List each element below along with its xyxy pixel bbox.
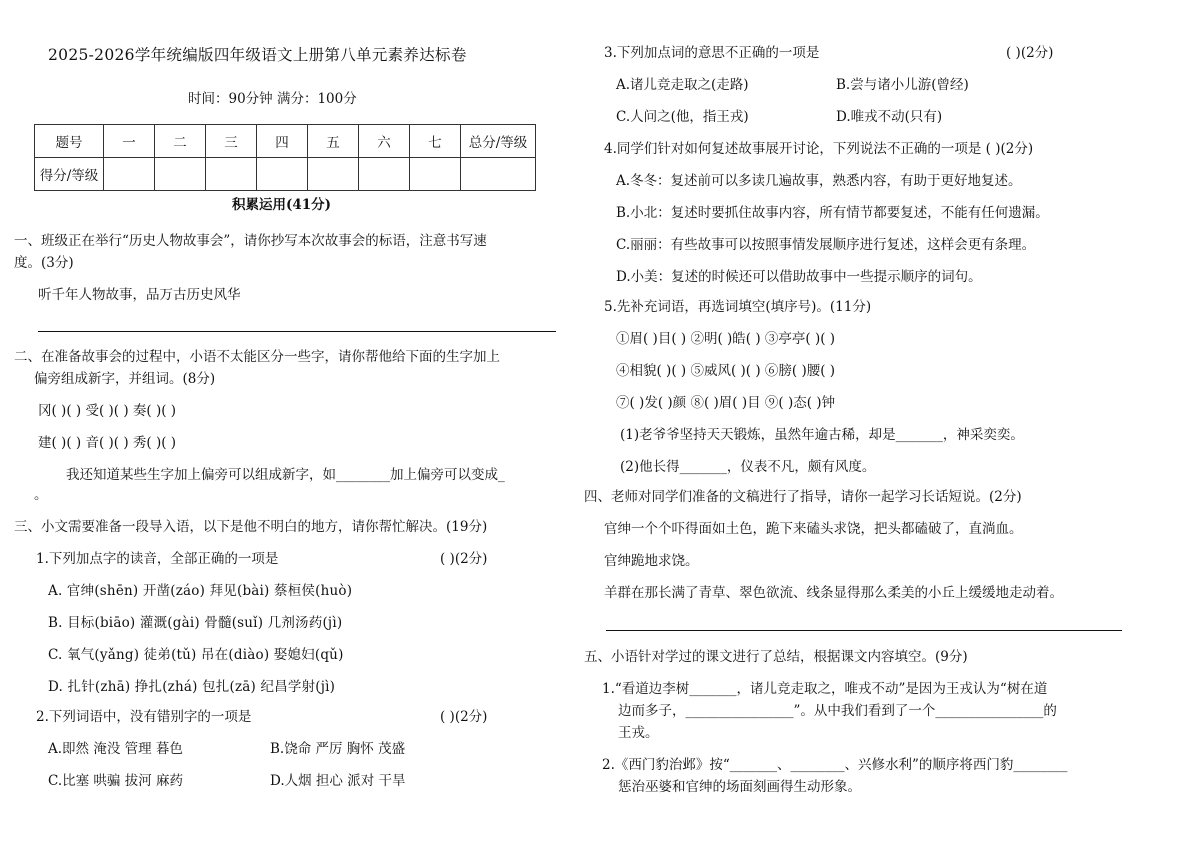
question-5-intro: 五、小语针对学过的课文进行了总结，根据课文内容填空。(9分) xyxy=(584,649,968,665)
question-3-4-stem: 4.同学们针对如何复述故事展开讨论，下列说法不正确的一项是 ( )(2分) xyxy=(604,141,1034,157)
option-d[interactable]: D.唯戎不动(只有) xyxy=(836,109,943,125)
score-input-cell[interactable] xyxy=(155,158,206,191)
option-b[interactable]: B. 目标(biāo) 灌溉(gài) 骨髓(suǐ) 几剂汤药(jì) xyxy=(48,615,343,631)
question-5-item-2-cont: 惩治巫婆和官绅的场面刻画得生动形象。 xyxy=(618,779,861,795)
question-2-stem: 二、在准备故事会的过程中，小语不太能区分一些字，请你帮他给下面的生字加上 xyxy=(14,349,500,365)
score-table xyxy=(34,124,536,191)
question-2-extra-end: 。 xyxy=(34,487,48,503)
score-input-cell[interactable] xyxy=(308,158,359,191)
question-3-intro: 三、小文需要准备一段导入语，以下是他不明白的地方，请你帮忙解决。(19分) xyxy=(14,519,488,535)
option-a[interactable]: A.冬冬：复述前可以多读几遍故事，熟悉内容，有助于更好地复述。 xyxy=(616,173,1022,189)
question-5-item-1-end: 王戎。 xyxy=(618,725,659,741)
question-1-stem: 一、班级正在举行“历史人物故事会”，请你抄写本次故事会的标语，注意书写速 xyxy=(14,233,487,249)
table-cell: 二 xyxy=(155,125,206,158)
question-4-example: 官绅一个个吓得面如土色，跪下来磕头求饶，把头都磕破了，直淌血。 xyxy=(604,521,1023,537)
option-a[interactable]: A.诸儿竞走取之(走路) xyxy=(616,77,749,93)
score-input-cell[interactable] xyxy=(410,158,461,191)
table-cell: 五 xyxy=(308,125,359,158)
question-2-row-1: 冈( )( ) 受( )( ) 奏( )( ) xyxy=(38,403,177,419)
score-input-cell[interactable] xyxy=(104,158,155,191)
word-fill-row-2: ④相貌( )( ) ⑤威风( )( ) ⑥膀( )腰( ) xyxy=(616,363,836,379)
option-a[interactable]: A. 官绅(shēn) 开凿(záo) 拜见(bài) 蔡桓侯(huò) xyxy=(48,583,353,599)
option-b[interactable]: B.尝与诸小儿游(曾经) xyxy=(836,77,969,93)
answer-line[interactable] xyxy=(38,331,556,332)
page-title: 2025-2026学年统编版四年级语文上册第八单元素养达标卷 xyxy=(48,46,467,64)
question-3-3-stem: 3.下列加点词的意思不正确的一项是 xyxy=(604,45,820,61)
option-d[interactable]: D.人烟 担心 派对 干旱 xyxy=(270,773,406,789)
option-d[interactable]: D.小美：复述的时候还可以借助故事中一些提示顺序的词句。 xyxy=(616,269,982,285)
question-3-3-score: ( )(2分) xyxy=(1006,45,1054,61)
score-input-cell[interactable] xyxy=(461,158,536,191)
table-cell: 三 xyxy=(206,125,257,158)
score-input-cell[interactable] xyxy=(206,158,257,191)
question-5-item-1: 1.“看道边李树_______，诸儿竞走取之，唯戎不动”是因为王戎认为“树在道 xyxy=(602,681,1048,697)
question-3-2-stem: 2.下列词语中，没有错别字的一项是 xyxy=(36,709,252,725)
question-4-intro: 四、老师对同学们准备的文稿进行了指导，请你一起学习长话短说。(2分) xyxy=(584,489,1022,505)
section-title: 积累运用(41分) xyxy=(232,197,332,213)
question-2-stem-cont: 偏旁组成新字，并组词。(8分) xyxy=(34,371,216,387)
option-c[interactable]: C. 氧气(yǎng) 徒弟(tǔ) 吊在(diào) 娶媳妇(qǔ) xyxy=(48,647,344,663)
question-2-row-2: 建( )( ) 音( )( ) 秀( )( ) xyxy=(38,435,177,451)
question-2-extra: 我还知道某些生字加上偏旁可以组成新字，如________加上偏旁可以变成_ xyxy=(66,467,505,483)
option-c[interactable]: C.丽丽：有些故事可以按照事情发展顺序进行复述，这样会更有条理。 xyxy=(616,237,1036,253)
question-4-sentence: 羊群在那长满了青草、翠色欲流、线条显得那么柔美的小丘上缓缓地走动着。 xyxy=(604,585,1063,601)
score-table-score-row xyxy=(35,158,536,191)
question-5-item-1-cont: 边而多子，________________”。从中我们看到了一个________________的 xyxy=(618,703,1057,719)
question-3-5-stem: 5.先补充词语，再选词填空(填序号)。(11分) xyxy=(604,299,872,315)
fill-sentence-1: (1)老爷爷坚持天天锻炼，虽然年逾古稀，却是_______，神采奕奕。 xyxy=(620,427,1024,443)
question-4-example-answer: 官绅跪地求饶。 xyxy=(604,553,699,569)
question-5-item-2: 2.《西门豹治邺》按“_______、________、兴修水利”的顺序将西门豹________ xyxy=(602,757,1068,773)
question-3-2-score: ( )(2分) xyxy=(440,709,488,725)
option-b[interactable]: B.饶命 严厉 胸怀 茂盛 xyxy=(270,741,406,757)
question-1-slogan: 听千年人物故事，品万古历史风华 xyxy=(38,287,241,303)
table-cell: 得分/等级 xyxy=(35,158,104,191)
score-input-cell[interactable] xyxy=(257,158,308,191)
question-3-1-score: ( )(2分) xyxy=(440,551,488,567)
table-cell: 四 xyxy=(257,125,308,158)
exam-time-info: 时间：90分钟 满分：100分 xyxy=(188,91,357,107)
option-c[interactable]: C.人问之(他，指王戎) xyxy=(616,109,749,125)
word-fill-row-3: ⑦( )发( )颜 ⑧( )眉( )目 ⑨( )态( )钟 xyxy=(616,395,836,411)
answer-line[interactable] xyxy=(606,630,1122,631)
question-3-1-stem: 1.下列加点字的读音，全部正确的一项是 xyxy=(36,551,279,567)
fill-sentence-2: (2)他长得_______，仪表不凡，颇有风度。 xyxy=(620,459,876,475)
table-cell: 题号 xyxy=(35,125,104,158)
table-cell: 七 xyxy=(410,125,461,158)
word-fill-row-1: ①眉( )目( ) ②明( )皓( ) ③亭亭( )( ) xyxy=(616,331,836,347)
question-1-stem-cont: 度。(3分) xyxy=(14,255,74,271)
option-b[interactable]: B.小北：复述时要抓住故事内容，所有情节都要复述，不能有任何遗漏。 xyxy=(616,205,1049,221)
option-d[interactable]: D. 扎针(zhā) 挣扎(zhá) 包扎(zā) 纪昌学射(jì) xyxy=(48,679,336,695)
option-a[interactable]: A.即然 淹没 管理 暮色 xyxy=(48,741,183,757)
table-cell: 总分/等级 xyxy=(461,125,536,158)
option-c[interactable]: C.比塞 哄骗 拔河 麻药 xyxy=(48,773,184,789)
score-table-header-row xyxy=(35,125,536,158)
score-input-cell[interactable] xyxy=(359,158,410,191)
table-cell: 一 xyxy=(104,125,155,158)
table-cell: 六 xyxy=(359,125,410,158)
